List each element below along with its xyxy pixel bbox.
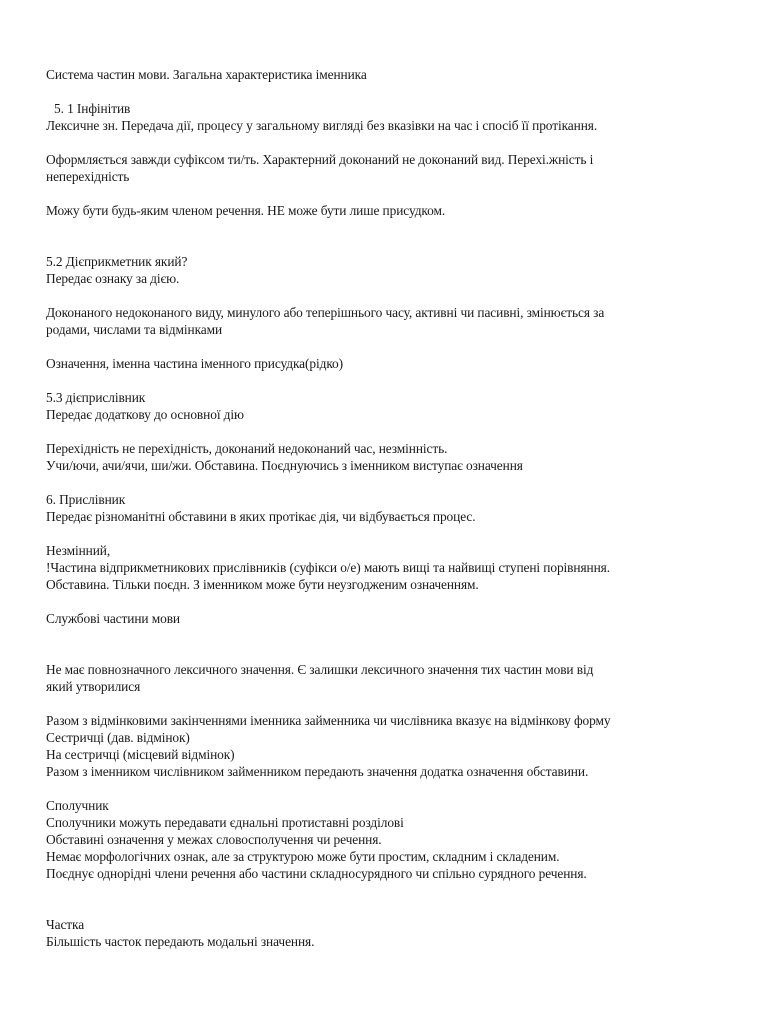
document-title: Система частин мови. Загальна характеристика іменника xyxy=(46,67,367,82)
adverbial-participle-text-3: Учи/ючи, ачи/ячи, ши/жи. Обставина. Поєднуючись з іменником виступає означення xyxy=(46,458,523,473)
participle-heading: 5.2 Дієприкметник який? xyxy=(46,254,188,269)
auxiliary-text-6: Разом з іменником числівником займенником передають значення додатка означення обставини. xyxy=(46,764,589,779)
conjunction-text-3: Немає морфологічних ознак, але за структурою може бути простим, складним і складеним. xyxy=(46,849,560,864)
participle-text-4: Означення, іменна частина іменного присудка(рідко) xyxy=(46,356,343,371)
conjunction-text-1: Сполучники можуть передавати єднальні протиставні розділові xyxy=(46,815,404,830)
particle-heading: Частка xyxy=(46,917,85,932)
auxiliary-text-1: Не має повнозначного лексичного значення. Є залишки лексичного значення тих частин мови від xyxy=(46,662,594,677)
adverbial-participle-text-1: Передає додаткову до основної дію xyxy=(46,407,244,422)
adverbial-participle-heading: 5.3 дієприслівник xyxy=(46,390,146,405)
adverb-text-2: Незмінний, xyxy=(46,543,111,558)
adverbial-participle-text-2: Перехідність не перехідність, доконаний недоконаний час, незмінність. xyxy=(46,441,448,456)
infinitive-text-4: Можу бути будь-яким членом речення. НЕ може бути лише присудком. xyxy=(46,203,446,218)
auxiliary-text-4: Сестричці (дав. відмінок) xyxy=(46,730,190,745)
adverb-text-4: Обставина. Тільки поєдн. З іменником може бути неузгодженим означенням. xyxy=(46,577,479,592)
participle-text-1: Передає ознаку за дією. xyxy=(46,271,180,286)
infinitive-heading: 5. 1 Інфінітив xyxy=(54,101,131,116)
auxiliary-text-5: На сестричці (місцевий відмінок) xyxy=(46,747,235,762)
adverb-heading: 6. Прислівник xyxy=(46,492,126,507)
adverb-text-3: !Частина відприкметникових прислівників (суфікси о/е) мають вищі та найвищі ступені порівняння. xyxy=(46,560,610,575)
participle-text-3: родами, числами та відмінками xyxy=(46,322,223,337)
auxiliary-text-2: який утворилися xyxy=(46,679,141,694)
infinitive-text-1: Лексичне зн. Передача дії, процесу у загальному вигляді без вказівки на час і спосіб її протікання. xyxy=(46,118,598,133)
conjunction-heading: Сполучник xyxy=(46,798,109,813)
infinitive-text-2: Оформляється завжди суфіксом ти/ть. Характерний доконаний не доконаний вид. Перехі.жність і xyxy=(46,152,594,167)
participle-text-2: Доконаного недоконаного виду, минулого або теперішнього часу, активні чи пасивні, змінюється за xyxy=(46,305,605,320)
adverb-text-1: Передає різноманітні обставини в яких протікає дія, чи відбувається процес. xyxy=(46,509,476,524)
conjunction-text-2: Обставині означення у межах словосполучення чи речення. xyxy=(46,832,382,847)
conjunction-text-4: Поєднує однорідні члени речення або частини складносурядного чи спільно сурядного речення. xyxy=(46,866,587,881)
auxiliary-text-3: Разом з відмінковими закінченнями іменника займенника чи числівника вказує на відмінкову форму xyxy=(46,713,611,728)
auxiliary-heading: Службові частини мови xyxy=(46,611,180,626)
particle-text-1: Більшість часток передають модальні значення. xyxy=(46,934,315,949)
infinitive-text-3: неперехідність xyxy=(46,169,130,184)
